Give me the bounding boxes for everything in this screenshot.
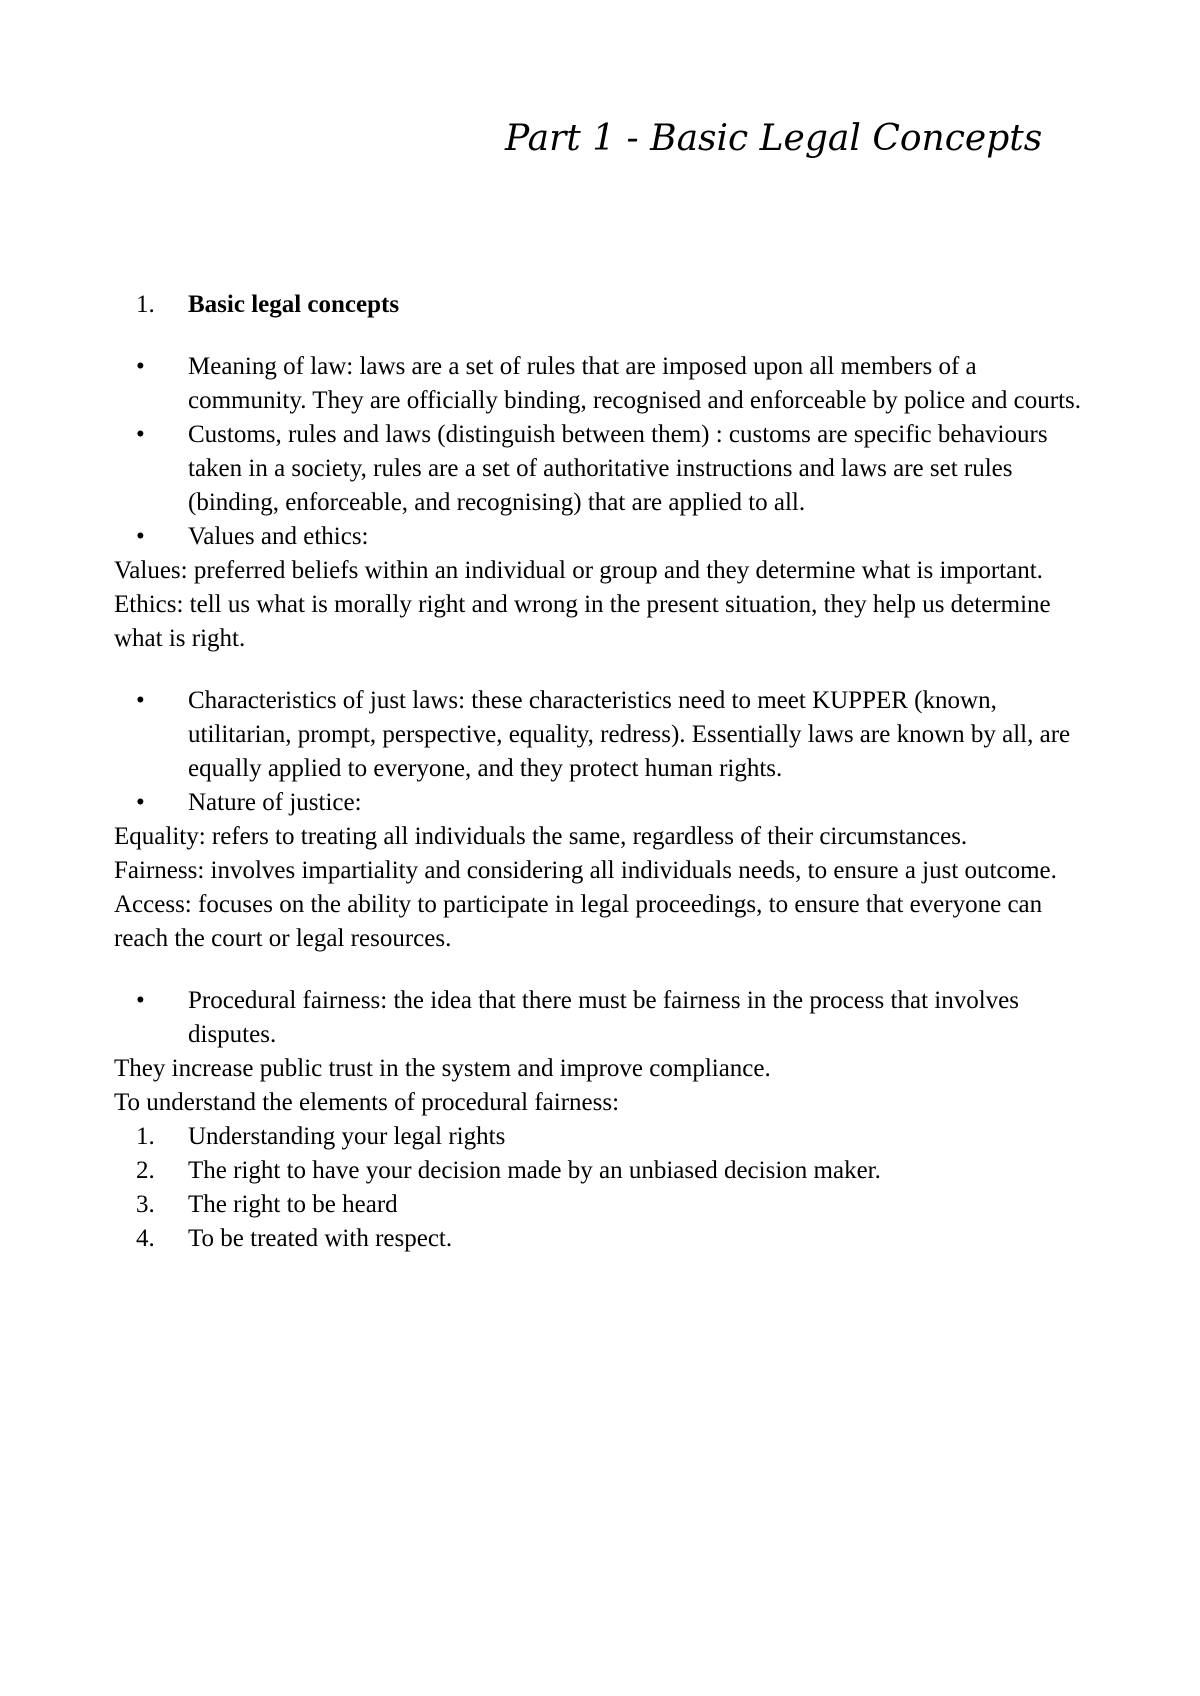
section-heading-text: Basic legal concepts — [188, 291, 400, 318]
list-number: 2. — [136, 1157, 155, 1184]
bullet-procedural-fairness: Procedural fairness: the idea that there must be fairness in the process that involves disputes. — [188, 987, 1019, 1048]
bullet-item — [114, 418, 1094, 520]
bullet-item — [114, 786, 1094, 820]
bullet-values-and-ethics: Values and ethics: — [188, 523, 369, 550]
paragraph-values: Values: preferred beliefs within an individual or group and they determine what is important. — [114, 557, 1043, 584]
list-item-text: The right to have your decision made by an unbiased decision maker. — [188, 1157, 881, 1184]
list-item-text: Understanding your legal rights — [188, 1123, 506, 1150]
bullet-item — [114, 684, 1094, 786]
bullet-customs-rules-laws: Customs, rules and laws (distinguish between them) : customs are specific behaviours taken in a society, rules are a set of authoritative instructions and laws are set rules (binding, enforceable, and recognising) that are applied to all. — [188, 421, 1048, 516]
bullet-item — [114, 520, 1094, 554]
paragraph-trust: They increase public trust in the system and improve compliance. — [114, 1055, 771, 1082]
bullet-icon: • — [136, 353, 145, 380]
bullet-icon: • — [136, 789, 145, 816]
paragraph-ethics: Ethics: tell us what is morally right and wrong in the present situation, they help us determine what is right. — [114, 591, 1051, 652]
bullet-nature-of-justice: Nature of justice: — [188, 789, 362, 816]
section-number: 1. — [136, 291, 155, 318]
numbered-list-item — [114, 1188, 1094, 1222]
page-title: Part 1 - Basic Legal Concepts — [505, 118, 1043, 159]
list-number: 4. — [136, 1225, 155, 1252]
list-item-text: To be treated with respect. — [188, 1225, 453, 1252]
list-number: 1. — [136, 1123, 155, 1150]
bullet-icon: • — [136, 987, 145, 1014]
numbered-list-item — [114, 1120, 1094, 1154]
bullet-icon: • — [136, 687, 145, 714]
paragraph-equality: Equality: refers to treating all individuals the same, regardless of their circumstances. — [114, 823, 968, 850]
bullet-meaning-of-law: Meaning of law: laws are a set of rules that are imposed upon all members of a community. They are officially binding, recognised and enforceable by police and courts. — [188, 353, 1081, 414]
bullet-icon: • — [136, 523, 145, 550]
bullet-item — [114, 984, 1094, 1052]
bullet-characteristics: Characteristics of just laws: these characteristics need to meet KUPPER (known, utilitarian, prompt, perspective, equality, redress). Essentially laws are known by all, are equally applied to everyone, and they protect human rights. — [188, 687, 1071, 782]
paragraph-access: Access: focuses on the ability to participate in legal proceedings, to ensure that everyone can reach the court or legal resources. — [114, 891, 1043, 952]
section-heading — [114, 288, 1094, 322]
bullet-icon: • — [136, 421, 145, 448]
numbered-list-item — [114, 1154, 1094, 1188]
list-item-text: The right to be heard — [188, 1191, 398, 1218]
paragraph-elements-intro: To understand the elements of procedural fairness: — [114, 1089, 620, 1116]
paragraph-fairness: Fairness: involves impartiality and considering all individuals needs, to ensure a just outcome. — [114, 857, 1057, 884]
list-number: 3. — [136, 1191, 155, 1218]
bullet-item — [114, 350, 1094, 418]
numbered-list-item — [114, 1222, 1094, 1256]
document-body — [114, 288, 1094, 1256]
